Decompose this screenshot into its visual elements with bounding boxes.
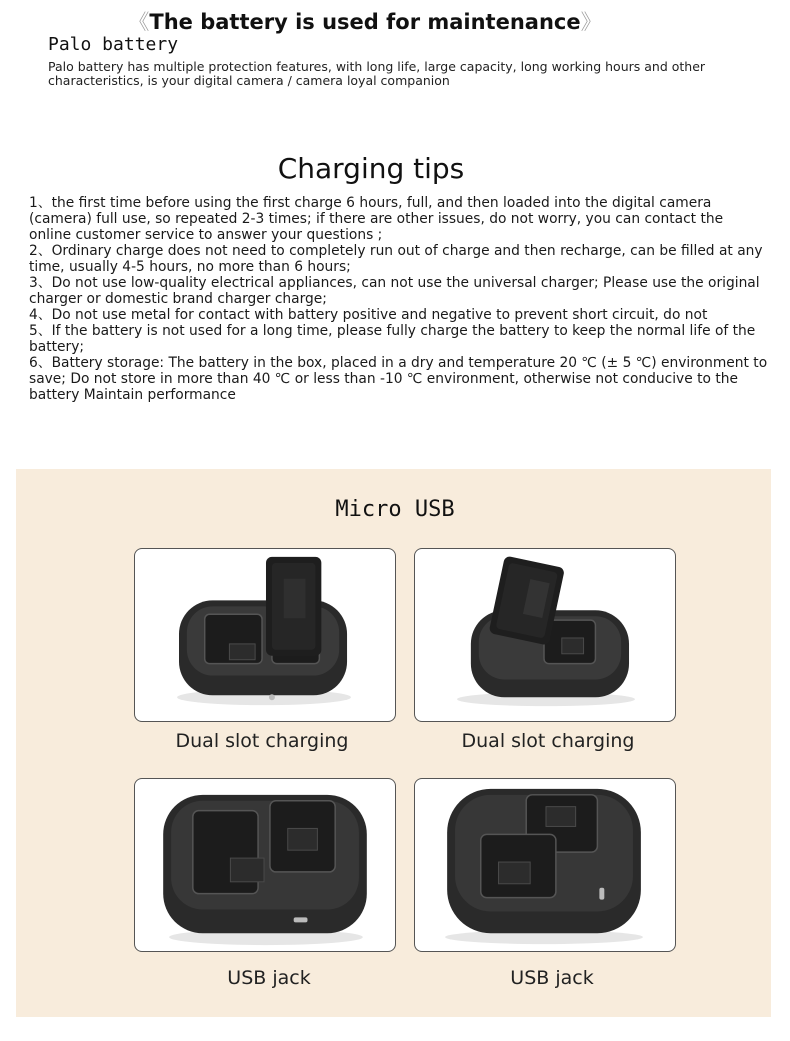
title-text: The battery is used for maintenance — [149, 10, 581, 34]
product-image-charger-with-battery-angled — [414, 548, 676, 722]
tip-item: 2、Ordinary charge does not need to completely run out of charge and then recharge, can be filled at any time, usually 4-5 hours, no more than 6 hours; — [29, 243, 763, 275]
product-caption: USB jack — [510, 967, 594, 989]
product-title: Micro USB — [335, 497, 455, 522]
tip-item: 4、Do not use metal for contact with battery positive and negative to prevent short circuit, do not — [29, 307, 708, 323]
tip-item: 3、Do not use low-quality electrical appliances, can not use the universal charger; Please use the original charger or domestic brand charger charge; — [29, 275, 760, 307]
title-open-bracket: 《 — [128, 10, 150, 34]
charger-with-battery-angled-illustration — [415, 549, 675, 721]
tip-item: 5、If the battery is not used for a long time, please fully charge the battery to keep the normal life of the battery; — [29, 323, 756, 355]
empty-charger-illustration — [135, 779, 395, 951]
charger-with-battery-illustration — [135, 549, 395, 721]
page-title — [0, 6, 730, 36]
product-caption: USB jack — [227, 967, 311, 989]
brand-description: Palo battery has multiple protection features, with long life, large capacity, long working hours and other characteristics, is your digital camera / camera loyal companion — [48, 59, 706, 88]
tips-heading: Charging tips — [277, 152, 465, 185]
product-image-charger-with-battery — [134, 548, 396, 722]
product-image-empty-charger-angled — [414, 778, 676, 952]
tip-item: 1、the first time before using the first charge 6 hours, full, and then loaded into the digital camera (camera) full use, so repeated 2-3 times; if there are other issues, do not worry, you can contact the online customer service to answer your questions ; — [29, 195, 724, 243]
tips-list — [29, 195, 769, 403]
empty-charger-angled-illustration — [415, 779, 675, 951]
brand-name: Palo battery — [48, 34, 179, 55]
tip-item: 6、Battery storage: The battery in the box, placed in a dry and temperature 20 ℃ (± 5 ℃) environment to save; Do not store in more than 40 ℃ or less than -10 ℃ environment, otherwise not conducive to the battery Maintain performance — [29, 355, 768, 403]
title-close-bracket: 》 — [580, 10, 602, 34]
product-image-empty-charger — [134, 778, 396, 952]
product-caption: Dual slot charging — [461, 730, 635, 752]
product-caption: Dual slot charging — [175, 730, 349, 752]
